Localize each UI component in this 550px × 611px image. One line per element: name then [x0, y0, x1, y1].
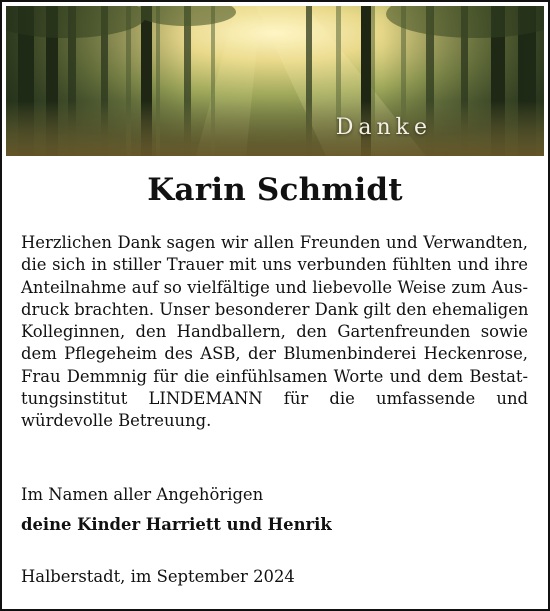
message-line: Frau Demmnig für die einfühlsamen Worte und dem Bestat- [21, 366, 528, 386]
thanks-message [21, 232, 528, 433]
banner-label: Danke [335, 115, 432, 140]
message-line: Anteilnahme auf so vielfältige und liebevolle Weise zum Aus- [21, 277, 528, 297]
message-line: dem Pflegeheim des ASB, der Blumenbinderei Heckenrose, [21, 344, 528, 364]
message-line: Kolleginnen, den Handballern, den Gartenfreunden sowie [21, 322, 528, 342]
message-line: tungsinstitut LINDEMANN für die umfassende und [21, 389, 528, 409]
message-line: würdevolle Betreuung. [21, 411, 212, 431]
message-line: Herzlichen Dank sagen wir allen Freunden und Verwandten, [21, 233, 528, 252]
message-line: druck brachten. Unser besonderer Dank gilt den ehemaligen [21, 299, 529, 319]
deceased-name: Karin Schmidt [147, 172, 403, 208]
forest-banner-image [6, 6, 544, 156]
closing-phrase: Im Namen aller Angehörigen [21, 485, 264, 504]
message-line: die sich in stiller Trauer mit uns verbunden fühlten und ihre [21, 255, 528, 275]
signers: deine Kinder Harriett und Henrik [21, 515, 332, 534]
place-and-date: Halberstadt, im September 2024 [21, 567, 295, 586]
forest-illustration [6, 6, 544, 156]
